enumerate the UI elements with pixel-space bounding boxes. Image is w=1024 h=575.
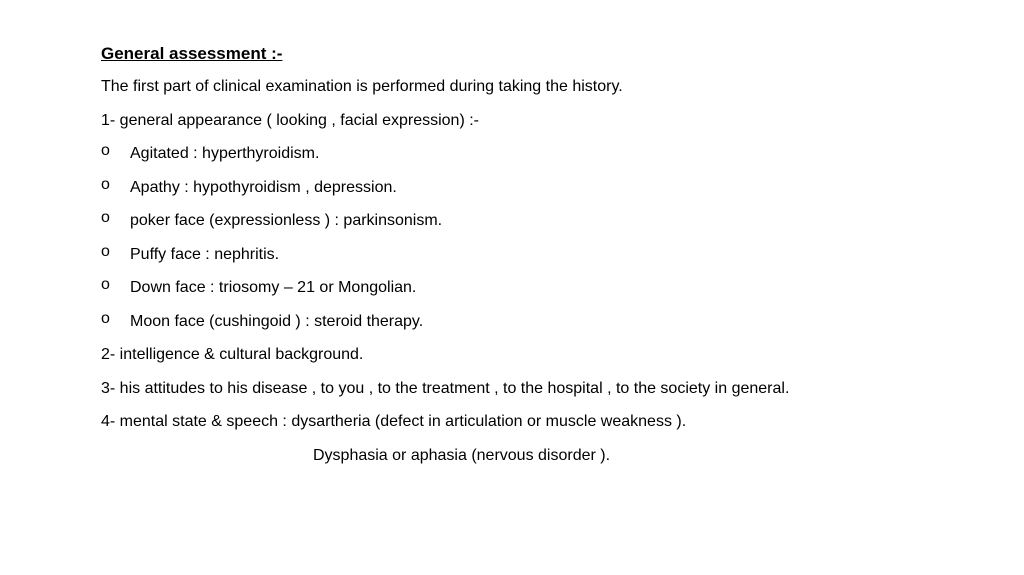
section2-text: 2- intelligence & cultural background. <box>101 346 364 363</box>
list-item <box>101 143 831 165</box>
appearance-bullet-list <box>101 143 831 333</box>
bullet-icon: o <box>101 309 110 327</box>
list-item <box>101 244 831 266</box>
bullet-icon: o <box>101 175 110 193</box>
list-item-text: Puffy face : nephritis. <box>130 245 280 263</box>
bullet-icon: o <box>101 242 110 260</box>
list-item <box>101 277 831 299</box>
bullet-icon: o <box>101 142 110 159</box>
bullet-icon: o <box>101 276 110 293</box>
slide-title: General assessment :- <box>101 44 283 63</box>
list-item-text: Apathy : hypothyroidism , depression. <box>130 178 397 196</box>
list-item-text: Agitated : hyperthyroidism. <box>130 145 320 162</box>
intro-text: The first part of clinical examination is performed during taking the history. <box>101 78 623 95</box>
list-item <box>101 177 831 199</box>
list-item-text: Down face : triosomy – 21 or Mongolian. <box>130 279 417 296</box>
section3-text: 3- his attitudes to his disease , to you , to the treatment , to the hospital , to the society in general. <box>101 379 790 397</box>
section4-line2: Dysphasia or aphasia (nervous disorder ). <box>313 446 611 464</box>
section1-heading: 1- general appearance ( looking , facial expression) :- <box>101 111 479 129</box>
bullet-icon: o <box>101 209 110 226</box>
list-item-text: poker face (expressionless ) : parkinsonism. <box>130 212 443 229</box>
list-item-text: Moon face (cushingoid ) : steroid therapy. <box>130 312 424 330</box>
list-item <box>101 210 831 232</box>
slide-content <box>101 42 831 478</box>
list-item <box>101 311 831 333</box>
section4-line1: 4- mental state & speech : dysartheria (defect in articulation or muscle weakness ). <box>101 413 687 430</box>
